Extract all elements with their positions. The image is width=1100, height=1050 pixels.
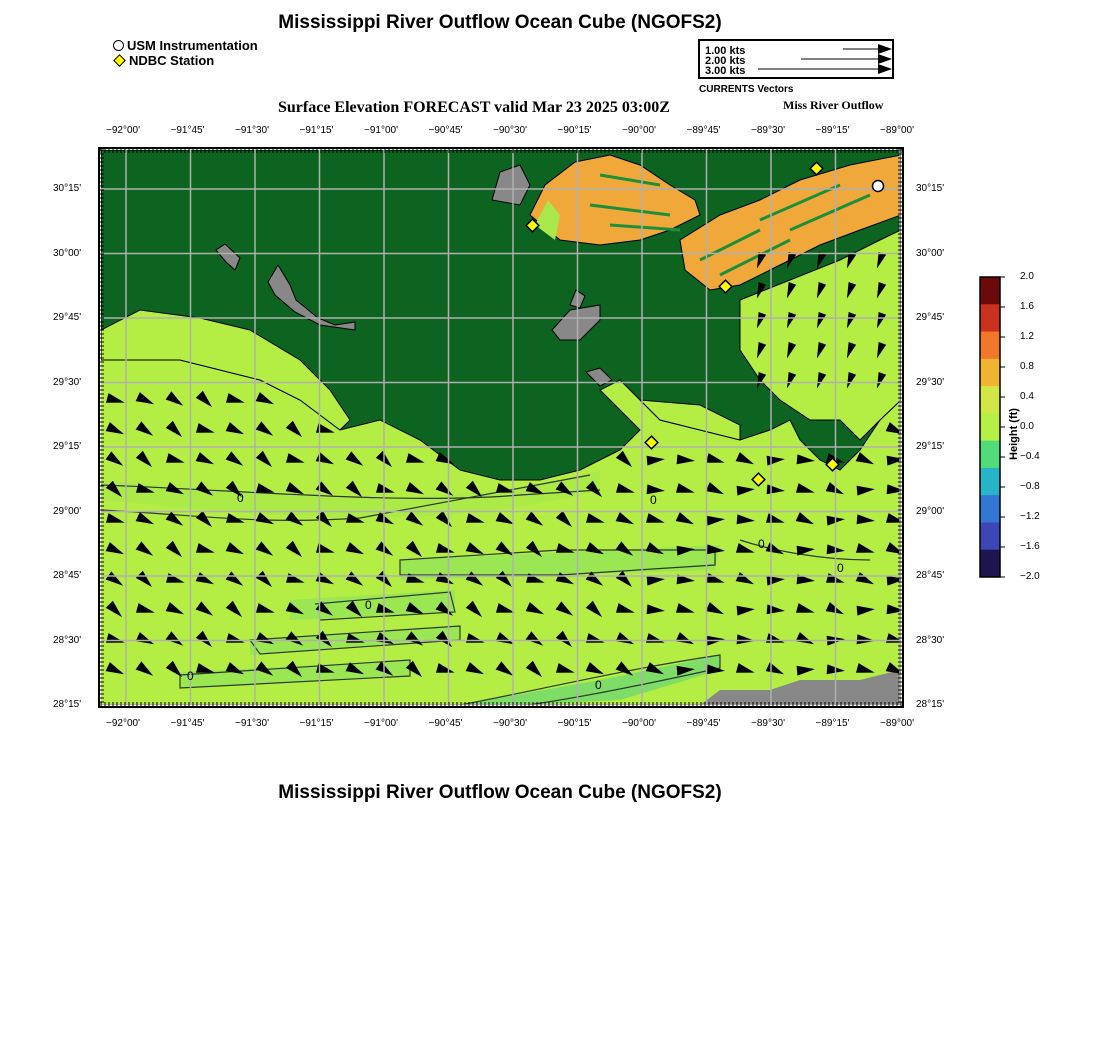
colorbar-segment bbox=[980, 359, 1000, 387]
longitude-label: −91°45' bbox=[170, 718, 205, 729]
colorbar-segment bbox=[980, 495, 1000, 523]
longitude-label: −89°45' bbox=[686, 718, 721, 729]
colorbar-segment bbox=[980, 413, 1000, 441]
contour-label: 0 bbox=[758, 537, 765, 551]
colorbar-segment bbox=[980, 332, 1000, 360]
region-label: Miss River Outflow bbox=[783, 98, 884, 112]
colorbar-tick-label: 0.8 bbox=[1020, 361, 1034, 372]
colorbar-tick-label: −0.4 bbox=[1020, 451, 1040, 462]
longitude-label: −91°15' bbox=[299, 125, 334, 136]
vector-scale-label: 2.00 kts bbox=[705, 55, 746, 67]
latitude-label: 30°00' bbox=[53, 247, 82, 259]
latitude-label: 28°15' bbox=[916, 699, 945, 710]
legend-usm-label: USM Instrumentation bbox=[127, 38, 258, 53]
colorbar-segment bbox=[980, 277, 1000, 305]
map-subtitle: Surface Elevation FORECAST valid Mar 23 2025 03:00Z bbox=[278, 99, 670, 116]
vector-scale-label: 3.00 kts bbox=[705, 65, 746, 77]
contour-label: 0 bbox=[237, 491, 244, 505]
longitude-label: −92°00' bbox=[106, 718, 140, 729]
longitude-label: −90°45' bbox=[428, 718, 463, 729]
legend-ndbc-label: NDBC Station bbox=[129, 53, 215, 68]
longitude-label: −90°15' bbox=[557, 718, 592, 729]
longitude-label: −89°30' bbox=[751, 125, 785, 136]
colorbar bbox=[980, 277, 1005, 578]
longitude-label: −90°00' bbox=[622, 125, 656, 136]
vector-scale-caption: CURRENTS Vectors bbox=[699, 84, 794, 95]
colorbar-segment bbox=[980, 550, 1000, 578]
longitude-label: −92°00' bbox=[106, 125, 140, 136]
colorbar-segment bbox=[980, 522, 1000, 550]
longitude-label: −89°30' bbox=[751, 718, 785, 729]
latitude-label: 30°00' bbox=[916, 247, 945, 259]
longitude-label: −89°15' bbox=[815, 125, 850, 136]
colorbar-tick-label: 1.6 bbox=[1020, 301, 1034, 312]
contour-label: 0 bbox=[650, 493, 657, 507]
latitude-label: 29°30' bbox=[916, 376, 945, 388]
latitude-label: 30°15' bbox=[916, 183, 945, 194]
longitude-label: −90°30' bbox=[493, 125, 527, 136]
latitude-label: 28°45' bbox=[53, 570, 82, 581]
page-title: Mississippi River Outflow Ocean Cube (NGOFS2) bbox=[278, 12, 722, 33]
latitude-label: 28°30' bbox=[916, 634, 945, 646]
latitude-label: 30°15' bbox=[53, 183, 82, 194]
longitude-label: −91°30' bbox=[235, 718, 269, 729]
latitude-label: 29°15' bbox=[916, 441, 945, 452]
longitude-label: −90°15' bbox=[557, 125, 592, 136]
contour-label: 0 bbox=[837, 561, 844, 575]
colorbar-label: Height (ft) bbox=[1008, 408, 1020, 460]
colorbar-tick-label: −1.2 bbox=[1020, 511, 1040, 522]
longitude-label: −90°00' bbox=[622, 718, 656, 729]
colorbar-segment bbox=[980, 304, 1000, 332]
contour-label: 0 bbox=[187, 669, 194, 683]
latitude-label: 28°45' bbox=[916, 570, 945, 581]
longitude-label: −91°30' bbox=[235, 125, 269, 136]
latitude-label: 29°45' bbox=[916, 312, 945, 323]
latitude-label: 29°30' bbox=[53, 376, 82, 388]
longitude-label: −91°00' bbox=[364, 718, 398, 729]
colorbar-tick-label: 0.4 bbox=[1020, 391, 1034, 402]
colorbar-segment bbox=[980, 441, 1000, 469]
footer-title: Mississippi River Outflow Ocean Cube (NGOFS2) bbox=[278, 782, 722, 803]
longitude-label: −89°00' bbox=[880, 718, 914, 729]
latitude-label: 28°15' bbox=[53, 699, 82, 710]
longitude-label: −90°45' bbox=[428, 125, 463, 136]
colorbar-segment bbox=[980, 386, 1000, 414]
colorbar-segment bbox=[980, 468, 1000, 496]
colorbar-tick-label: 0.0 bbox=[1020, 421, 1034, 432]
latitude-label: 29°00' bbox=[53, 505, 82, 517]
latitude-label: 29°00' bbox=[916, 505, 945, 517]
colorbar-tick-label: −0.8 bbox=[1020, 481, 1040, 492]
longitude-label: −89°15' bbox=[815, 718, 850, 729]
longitude-label: −89°00' bbox=[880, 125, 914, 136]
longitude-label: −91°45' bbox=[170, 125, 205, 136]
colorbar-tick-label: 1.2 bbox=[1020, 331, 1034, 342]
colorbar-tick-label: −1.6 bbox=[1020, 541, 1040, 552]
longitude-label: −89°45' bbox=[686, 125, 721, 136]
colorbar-tick-label: 2.0 bbox=[1020, 271, 1034, 282]
usm-station-marker bbox=[873, 181, 884, 192]
vector-scale-label: 1.00 kts bbox=[705, 45, 746, 57]
colorbar-tick-label: −2.0 bbox=[1020, 571, 1040, 582]
longitude-label: −91°15' bbox=[299, 718, 334, 729]
latitude-label: 28°30' bbox=[53, 634, 82, 646]
latitude-label: 29°15' bbox=[53, 441, 82, 452]
latitude-label: 29°45' bbox=[53, 312, 82, 323]
contour-label: 0 bbox=[365, 598, 372, 612]
contour-label: 0 bbox=[595, 678, 602, 692]
longitude-label: −91°00' bbox=[364, 125, 398, 136]
longitude-label: −90°30' bbox=[493, 718, 527, 729]
